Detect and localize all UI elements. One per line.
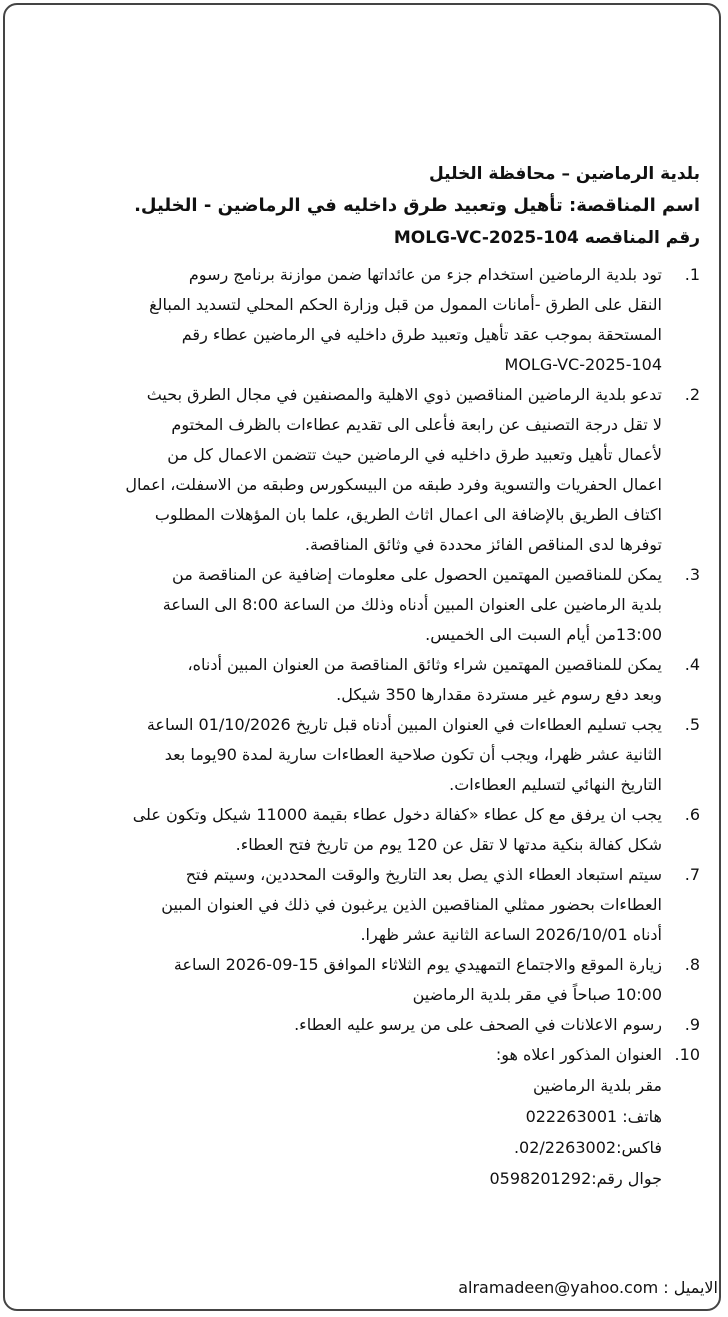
tender-number: MOLG-VC-2025-104	[393, 228, 579, 248]
tender-name: اسم المناقصة: تأهيل وتعبيد طرق داخليه في الرماضين - الخليل.	[134, 195, 700, 216]
address-fax: فاكس:02/2263002.	[513, 1138, 662, 1157]
item-line: لأعمال تأهيل وتعبيد طرق داخليه في الرماضين حيث تتضمن الاعمال كل من	[167, 445, 662, 464]
item-line: توفرها لدى المناقص الفائز محددة في وثائق المناقصة.	[304, 535, 662, 554]
item-line: تدعو بلدية الرماضين المناقصين ذوي الاهلية والمصنفين في مجال الطرق بحيث	[146, 385, 662, 404]
item-number: .4	[684, 655, 700, 674]
item-number: .1	[684, 265, 700, 284]
tender-item	[30, 560, 700, 650]
item-number: .5	[684, 715, 700, 734]
item-line: العنوان المذكور اعلاه هو:	[495, 1045, 662, 1064]
item-line: اكتاف الطريق بالإضافة الى اعمال اثاث الطريق، علما بان المؤهلات المطلوب	[154, 505, 662, 524]
tender-items	[30, 260, 700, 1070]
item-line: يمكن للمناقصين المهتمين شراء وثائق المناقصة من العنوان المبين أدناه،	[187, 655, 662, 674]
item-line: بلدية الرماضين على العنوان المبين أدناه وذلك من الساعة 8:00 الى الساعة	[162, 595, 662, 614]
email-address[interactable]: alramadeen@yahoo.com	[458, 1278, 659, 1297]
address-mobile: جوال رقم:0598201292	[489, 1169, 662, 1188]
tender-item	[30, 800, 700, 860]
item-line: سيتم استبعاد العطاء الذي يصل بعد التاريخ والوقت المحددين، وسيتم فتح	[185, 865, 662, 884]
item-line: التاريخ النهائي لتسليم العطاءات.	[449, 775, 662, 794]
tender-number-line	[30, 222, 700, 254]
item-number: .6	[684, 805, 700, 824]
item-line: وبعد دفع رسوم غير مستردة مقدارها 350 شيكل.	[336, 685, 662, 704]
tender-announcement	[30, 158, 700, 1194]
address-phone: هاتف: 022263001	[525, 1107, 662, 1126]
item-line: يمكن للمناقصين المهتمين الحصول على معلومات إضافية عن المناقصة من	[172, 565, 662, 584]
item-line: MOLG-VC-2025-104	[504, 355, 662, 374]
item-number: .9	[684, 1015, 700, 1034]
email-line	[458, 1273, 718, 1303]
item-line: اعمال الحفريات والتسوية وفرد طبقه من البيسكورس وطبقه من الاسفلت، اعمال	[125, 475, 662, 494]
item-line: 13:00من أيام السبت الى الخميس.	[425, 625, 662, 644]
tender-item	[30, 380, 700, 560]
item-line: يجب ان يرفق مع كل عطاء «كفالة دخول عطاء بقيمة 11000 شيكل وتكون على	[132, 805, 662, 824]
item-line: زيارة الموقع والاجتماع التمهيدي يوم الثلاثاء الموافق 15-09-2026 الساعة	[173, 955, 662, 974]
tender-item	[30, 650, 700, 710]
item-line: رسوم الاعلانات في الصحف على من يرسو عليه العطاء.	[294, 1015, 662, 1034]
item-number: .10	[674, 1045, 700, 1064]
email-label: الايميل :	[663, 1278, 718, 1297]
item-line: النقل على الطرق -أمانات الممول من قبل وزارة الحكم المحلي لتسديد المبالغ	[149, 295, 662, 314]
tender-item	[30, 710, 700, 800]
tender-item	[30, 860, 700, 950]
item-number: .2	[684, 385, 700, 404]
item-line: تود بلدية الرماضين استخدام جزء من عائداتها ضمن موازنة برنامج رسوم	[188, 265, 662, 284]
address-place: مقر بلدية الرماضين	[532, 1076, 662, 1095]
item-number: .3	[684, 565, 700, 584]
item-line: لا تقل درجة التصنيف عن رابعة فأعلى الى تقديم عطاءات بالظرف المختوم	[171, 415, 662, 434]
address-block	[30, 1070, 700, 1194]
item-line: يجب تسليم العطاءات في العنوان المبين أدناه قبل تاريخ 01/10/2026 الساعة	[146, 715, 662, 734]
item-line: الثانية عشر ظهرا، ويجب أن تكون صلاحية العطاءات سارية لمدة 90يوما بعد	[164, 745, 662, 764]
item-number: .7	[684, 865, 700, 884]
tender-number-label: رقم المناقصه	[584, 228, 700, 248]
tender-item	[30, 1040, 700, 1070]
tender-item	[30, 260, 700, 380]
item-line: شكل كفالة بنكية مدتها لا تقل عن 120 يوم من تاريخ فتح العطاء.	[235, 835, 662, 854]
item-line: المستحقة بموجب عقد تأهيل وتعبيد طرق داخليه في الرماضين عطاء رقم	[181, 325, 662, 344]
item-line: أدناه 2026/10/01 الساعة الثانية عشر ظهرا.	[360, 925, 662, 944]
item-line: 10:00 صباحاً في مقر بلدية الرماضين	[412, 985, 662, 1004]
item-line: العطاءات بحضور ممثلي المناقصين الذين يرغبون في ذلك في العنوان المبين	[161, 895, 662, 914]
tender-item	[30, 950, 700, 1010]
tender-item	[30, 1010, 700, 1040]
org-title: بلدية الرماضين – محافظة الخليل	[428, 164, 700, 184]
item-number: .8	[684, 955, 700, 974]
